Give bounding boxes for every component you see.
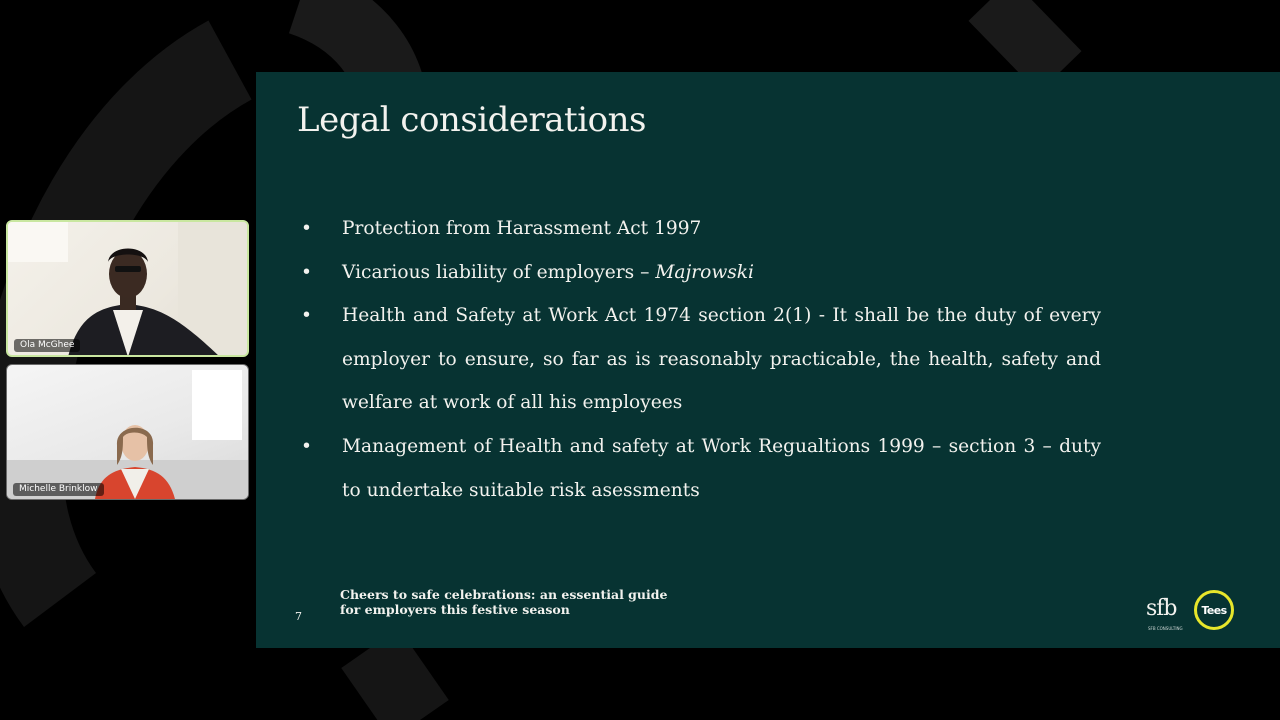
bullet-item [301,425,1101,512]
participant-name: Michelle Brinklow [13,483,104,496]
sfb-logo-subtitle: SFB CONSULTING [1148,626,1183,631]
bullet-text: Health and Safety at Work Act 1974 section 2(1) - It shall be the duty of every employer to ensure, so far as is reasonably practicable, the health, safety and welfare at work of all his employees [342,305,1101,414]
bullet-item [301,207,1101,251]
bullet-item [301,294,1101,425]
sfb-logo-word: sfb [1146,596,1177,621]
bullet-item [301,251,1101,295]
participant-tile-ola[interactable] [6,220,249,357]
participant-tile-michelle[interactable] [6,364,249,500]
bullet-text: Protection from Harassment Act 1997 [342,218,702,239]
tees-logo-word: Tees [1201,603,1227,617]
tees-logo [1194,590,1234,630]
participant-video-avatar [7,365,248,499]
bullet-text: Vicarious liability of employers – [342,261,656,283]
bullet-emphasis: Majrowski [655,261,754,283]
participant-video-avatar [8,222,249,357]
sfb-logo [1145,594,1183,634]
bullet-text: Management of Health and safety at Work Regualtions 1999 – section 3 – duty to undertake suitable risk asessments [342,435,1101,501]
slide-number: 7 [295,610,302,623]
slide-footer [340,587,670,617]
footer-line: Cheers to safe celebrations: an essential guide [340,587,668,602]
participant-name: Ola McGhee [14,339,80,352]
footer-line: for employers this festive season [340,602,570,617]
shared-slide [256,72,1280,648]
slide-title: Legal considerations [297,100,646,140]
bullet-list [301,207,1101,512]
